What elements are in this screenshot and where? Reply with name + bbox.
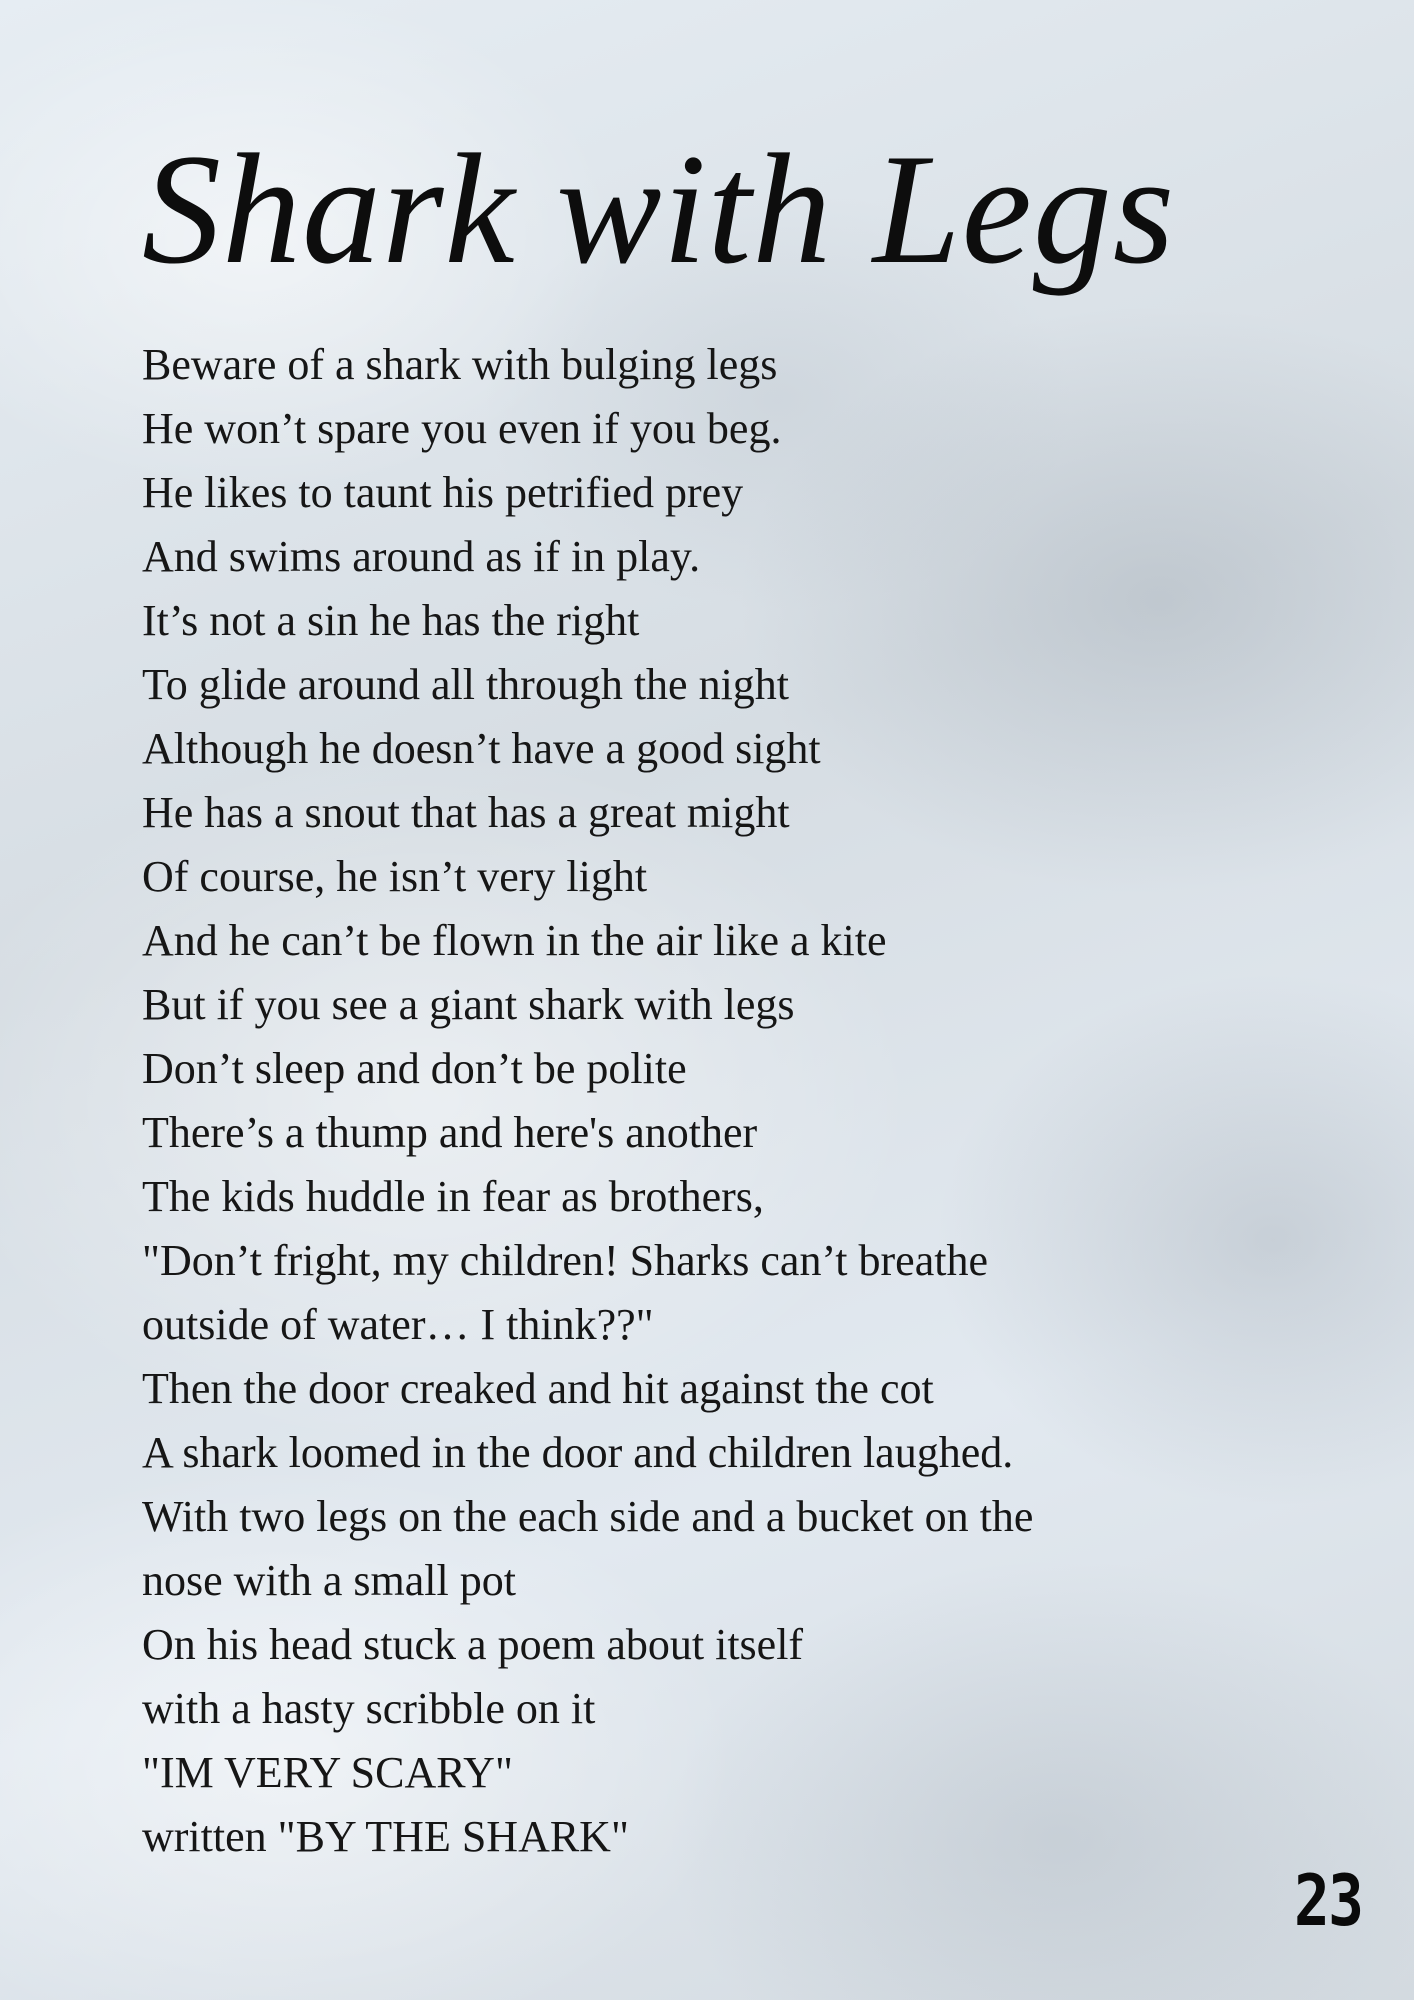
poem-line: He won’t spare you even if you beg. (142, 404, 782, 453)
poem-line: There’s a thump and here's another (142, 1108, 758, 1157)
poem-line: outside of water… I think??" (142, 1300, 654, 1349)
poem-line: Of course, he isn’t very light (142, 852, 648, 901)
poem-line: The kids huddle in fear as brothers, (142, 1172, 764, 1221)
poem-line: Beware of a shark with bulging legs (142, 340, 778, 389)
poem-title: Shark with Legs (142, 122, 1176, 297)
page-number: 23 (1293, 1860, 1362, 1942)
poem-line: A shark loomed in the door and children laughed. (142, 1428, 1014, 1477)
poem-line: But if you see a giant shark with legs (142, 980, 795, 1029)
poem-line: "Don’t fright, my children! Sharks can’t breathe (142, 1236, 988, 1285)
poem-line: With two legs on the each side and a bucket on the (142, 1492, 1034, 1541)
poem-line: And swims around as if in play. (142, 532, 701, 581)
poem-line: written "BY THE SHARK" (142, 1812, 629, 1861)
poem-line: It’s not a sin he has the right (142, 596, 640, 645)
poem-line: On his head stuck a poem about itself (142, 1620, 804, 1669)
poem-line: Then the door creaked and hit against the cot (142, 1364, 934, 1413)
poem-body (142, 333, 1292, 1869)
poem-line: "IM VERY SCARY" (142, 1748, 513, 1797)
poem-line: with a hasty scribble on it (142, 1684, 596, 1733)
poem-line: Don’t sleep and don’t be polite (142, 1044, 687, 1093)
poem-line: And he can’t be flown in the air like a kite (142, 916, 887, 965)
poem-line: He likes to taunt his petrified prey (142, 468, 744, 517)
poem-line: Although he doesn’t have a good sight (142, 724, 821, 773)
poem-line: To glide around all through the night (142, 660, 790, 709)
poem-line: nose with a small pot (142, 1556, 516, 1605)
poem-line: He has a snout that has a great might (142, 788, 790, 837)
